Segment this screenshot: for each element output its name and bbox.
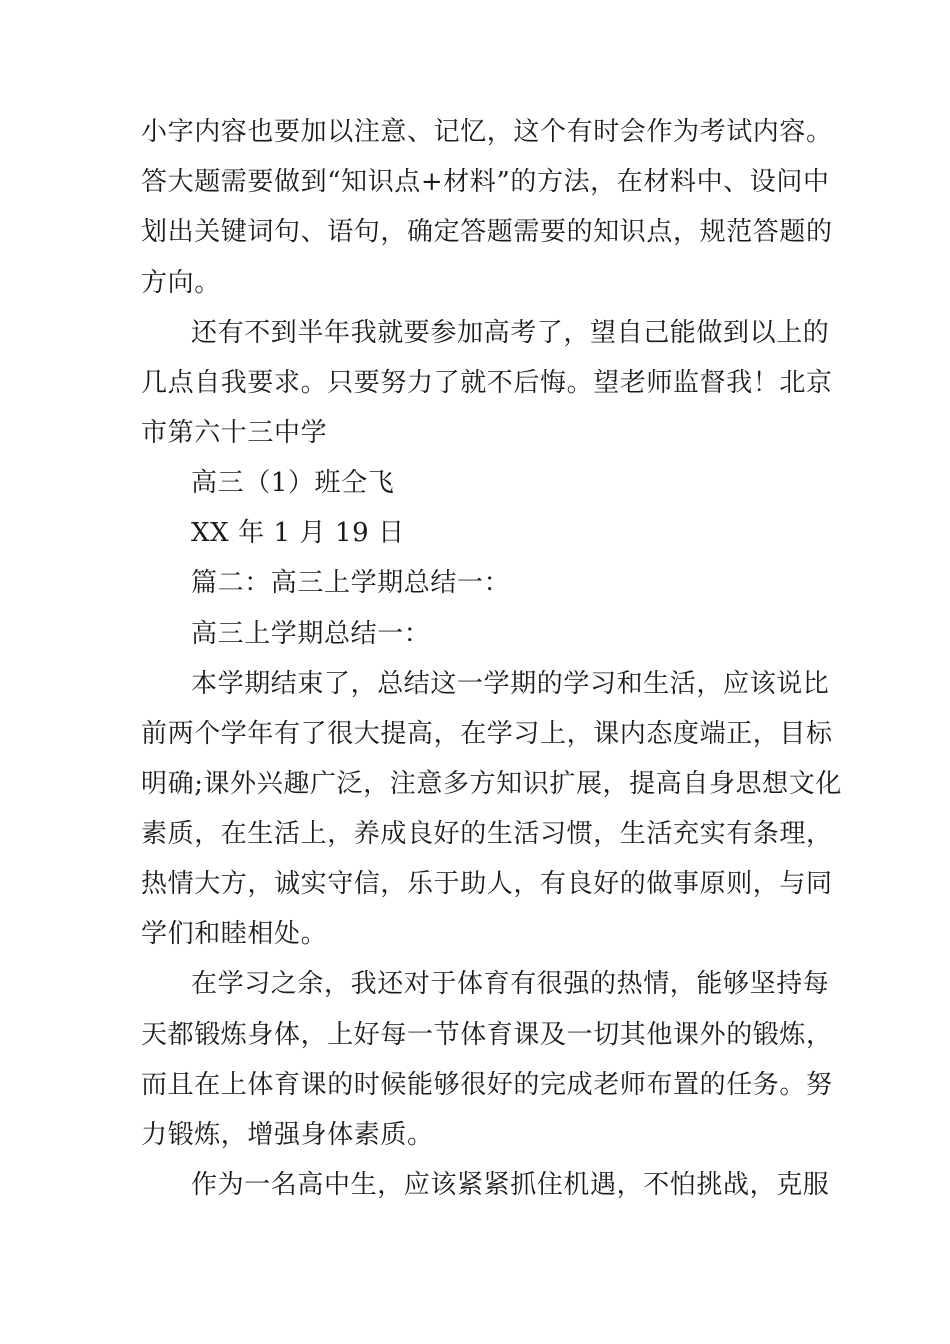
text-line: 市第六十三中学 — [141, 418, 328, 448]
text-line: 热情大方，诚实守信，乐于助人，有良好的做事原则，与同 — [141, 869, 833, 899]
text-line: 素质，在生活上，养成良好的生活习惯，生活充实有条理， — [141, 819, 833, 849]
text-line: 划出关键词句、语句，确定答题需要的知识点，规范答题的 — [141, 217, 833, 247]
text-line: 小字内容也要加以注意、记忆，这个有时会作为考试内容。 — [141, 117, 833, 147]
text-line: 在学习之余，我还对于体育有很强的热情，能够坚持每 — [191, 969, 830, 999]
section-subheading: 高三上学期总结一： — [191, 619, 431, 649]
text-line: 明确;课外兴趣广泛，注意多方知识扩展，提高自身思想文化 — [141, 769, 842, 799]
text-line: 而且在上体育课的时候能够很好的完成老师布置的任务。努 — [141, 1070, 833, 1100]
signature-date: XX 年 1 月 19 日 — [191, 518, 405, 548]
text-line: 学们和睦相处。 — [141, 919, 328, 949]
text-line: 力锻炼，增强身体素质。 — [141, 1120, 434, 1150]
signature-class-name: 高三（1）班仝飞 — [191, 468, 395, 498]
text-line: 作为一名高中生，应该紧紧抓住机遇，不怕挑战，克服 — [191, 1170, 830, 1200]
text-line: 前两个学年有了很大提高，在学习上，课内态度端正，目标 — [141, 719, 833, 749]
text-line: 还有不到半年我就要参加高考了，望自己能做到以上的 — [191, 318, 830, 348]
text-line: 答大题需要做到“知识点+材料”的方法，在材料中、设问中 — [141, 167, 830, 197]
text-line: 方向。 — [141, 268, 221, 298]
text-line: 本学期结束了，总结这一学期的学习和生活，应该说比 — [191, 669, 830, 699]
text-line: 天都锻炼身体，上好每一节体育课及一切其他课外的锻炼， — [141, 1020, 833, 1050]
section-heading: 篇二：高三上学期总结一： — [191, 568, 511, 598]
text-line: 几点自我要求。只要努力了就不后悔。望老师监督我！北京 — [141, 368, 833, 398]
